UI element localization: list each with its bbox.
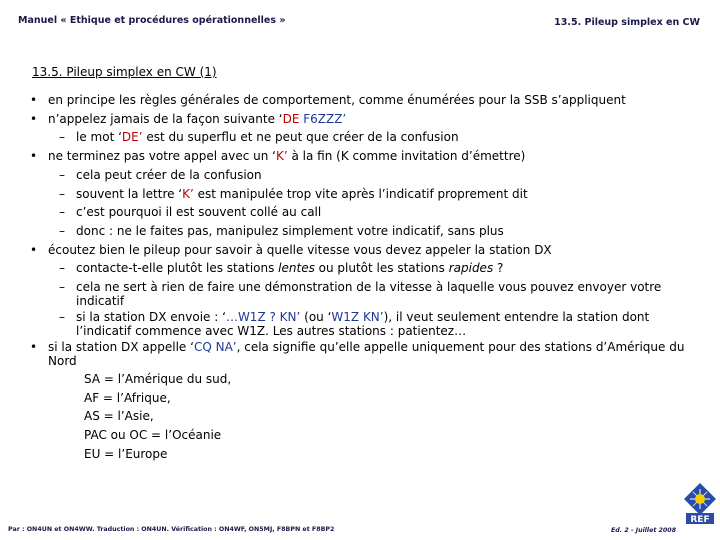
sub-bullet-de-superfluous: – le mot ‘DE’ est du superflu et ne peut que créer de la confusion bbox=[30, 128, 690, 147]
region-item: PAC ou OC = l’Océanie bbox=[84, 428, 222, 443]
footer-edition: Ed. 2 - Juillet 2008 bbox=[611, 527, 677, 534]
region-item: SA = l’Amérique du sud, bbox=[84, 372, 232, 387]
logo-text: REF bbox=[690, 515, 710, 525]
sub-bullet-w1z-example: – si la station DX envoie : ‘…W1Z ? KN’ (ou ‘W1Z KN’), il veut seulement entendre la station dont l’indicatif commence avec W1Z. Les autres stations : patientez… bbox=[30, 310, 690, 338]
sub-bullet-no-speed-demo: – cela ne sert à rien de faire une démonstration de la vitesse à laquelle vous pouvez envoyer votre indicatif bbox=[30, 280, 690, 308]
region-item: AF = l’Afrique, bbox=[84, 390, 171, 405]
region-item: EU = l’Europe bbox=[84, 446, 168, 461]
bullet-no-k: • ne terminez pas votre appel avec un ‘K’ à la fin (K comme invitation d’émettre) bbox=[30, 147, 690, 166]
bullet-cq-na: • si la station DX appelle ‘CQ NA’, cela signifie qu’elle appelle uniquement pour des stations d’Amérique du Nord bbox=[30, 340, 690, 368]
red-de: DE bbox=[282, 111, 300, 126]
sub-bullet-slow-or-fast: – contacte-t-elle plutôt les stations lentes ou plutôt les stations rapides ? bbox=[30, 259, 690, 278]
slide-title: 13.5. Pileup simplex en CW (1) bbox=[32, 65, 217, 79]
bullet-never-call-like: • n’appelez jamais de la façon suivante ‘DE F6ZZZ’ bbox=[30, 110, 690, 129]
bullet-listen-pileup: • écoutez bien le pileup pour savoir à quelle vitesse vous devez appeler la station DX bbox=[30, 241, 690, 260]
sub-bullet-k-fast: – souvent la lettre ‘K’ est manipulée trop vite après l’indicatif proprement dit bbox=[30, 185, 690, 204]
region-item: AS = l’Asie, bbox=[84, 409, 154, 424]
bullet-rules-apply: • en principe les règles générales de comportement, comme énumérées pour la SSB s’appliquent bbox=[30, 91, 690, 110]
blue-callsign: F6ZZZ’ bbox=[303, 111, 347, 126]
header-manual-title: Manuel « Ethique et procédures opérationnelles » bbox=[18, 15, 286, 26]
footer-credits: Par : ON4UN et ON4WW. Traduction : ON4UN. Vérification : ON4WF, ON5MJ, F8BPN et F8BP2 bbox=[8, 526, 335, 533]
header-section-title: 13.5. Pileup simplex en CW bbox=[554, 17, 700, 28]
sub-bullet-stuck-to-call: – c’est pourquoi il est souvent collé au call bbox=[30, 203, 690, 222]
ref-logo-icon bbox=[682, 482, 718, 526]
sub-bullet-confusion: – cela peut créer de la confusion bbox=[30, 166, 690, 185]
sub-bullet-dont-do-it: – donc : ne le faites pas, manipulez simplement votre indicatif, sans plus bbox=[30, 222, 690, 241]
slide-body bbox=[30, 91, 690, 464]
